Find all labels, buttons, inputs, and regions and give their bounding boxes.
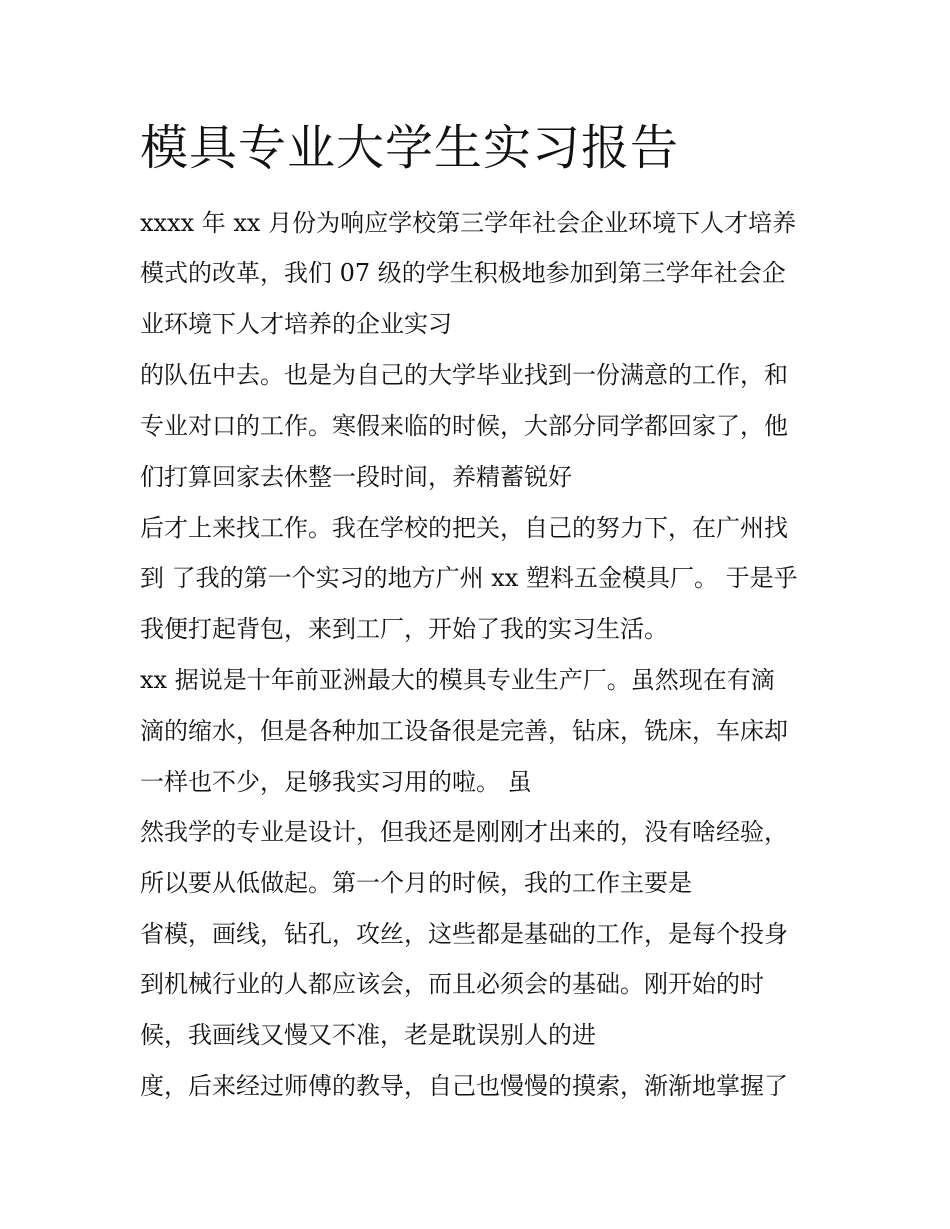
- body-line-2: 模式的改革，我们 07 级的学生积极地参加到第三学年社会企: [140, 259, 786, 287]
- body-line-6: 们打算回家去休整一段时间，养精蓄锐好: [140, 463, 572, 491]
- body-line-4: 的队伍中去。也是为自己的大学毕业找到一份满意的工作，和: [140, 361, 788, 389]
- body-line-8: 到 了我的第一个实习的地方广州 xx 塑料五金模具厂。 于是乎: [140, 564, 798, 592]
- body-line-10: xx 据说是十年前亚洲最大的模具专业生产厂。虽然现在有滴: [140, 666, 775, 694]
- body-line-15: 省模，画线，钻孔，攻丝，这些都是基础的工作，是每个投身: [140, 920, 788, 948]
- body-line-18: 度，后来经过师傅的教导，自己也慢慢的摸索，渐渐地掌握了: [140, 1072, 788, 1100]
- body-line-7: 后才上来找工作。我在学校的把关，自己的努力下，在广州找: [140, 514, 788, 542]
- document-title: 模具专业大学生实习报告: [140, 120, 680, 176]
- body-line-17: 候，我画线又慢又不准，老是耽误别人的进: [140, 1021, 596, 1049]
- body-line-16: 到机械行业的人都应该会，而且必须会的基础。刚开始的时: [140, 970, 764, 998]
- body-line-9: 我便打起背包，来到工厂，开始了我的实习生活。: [140, 615, 668, 643]
- body-line-5: 专业对口的工作。寒假来临的时候，大部分同学都回家了，他: [140, 412, 788, 440]
- body-line-11: 滴的缩水，但是各种加工设备很是完善，钻床，铣床，车床却: [140, 717, 788, 745]
- body-line-14: 所以要从低做起。第一个月的时候，我的工作主要是: [140, 869, 692, 897]
- body-line-1: xxxx 年 xx 月份为响应学校第三学年社会企业环境下人才培养: [140, 209, 797, 237]
- body-line-13: 然我学的专业是设计，但我还是刚刚才出来的，没有啥经验，: [140, 818, 788, 846]
- body-line-12: 一样也不少，足够我实习用的啦。 虽: [140, 768, 532, 796]
- body-line-3: 业环境下人才培养的企业实习: [140, 310, 452, 338]
